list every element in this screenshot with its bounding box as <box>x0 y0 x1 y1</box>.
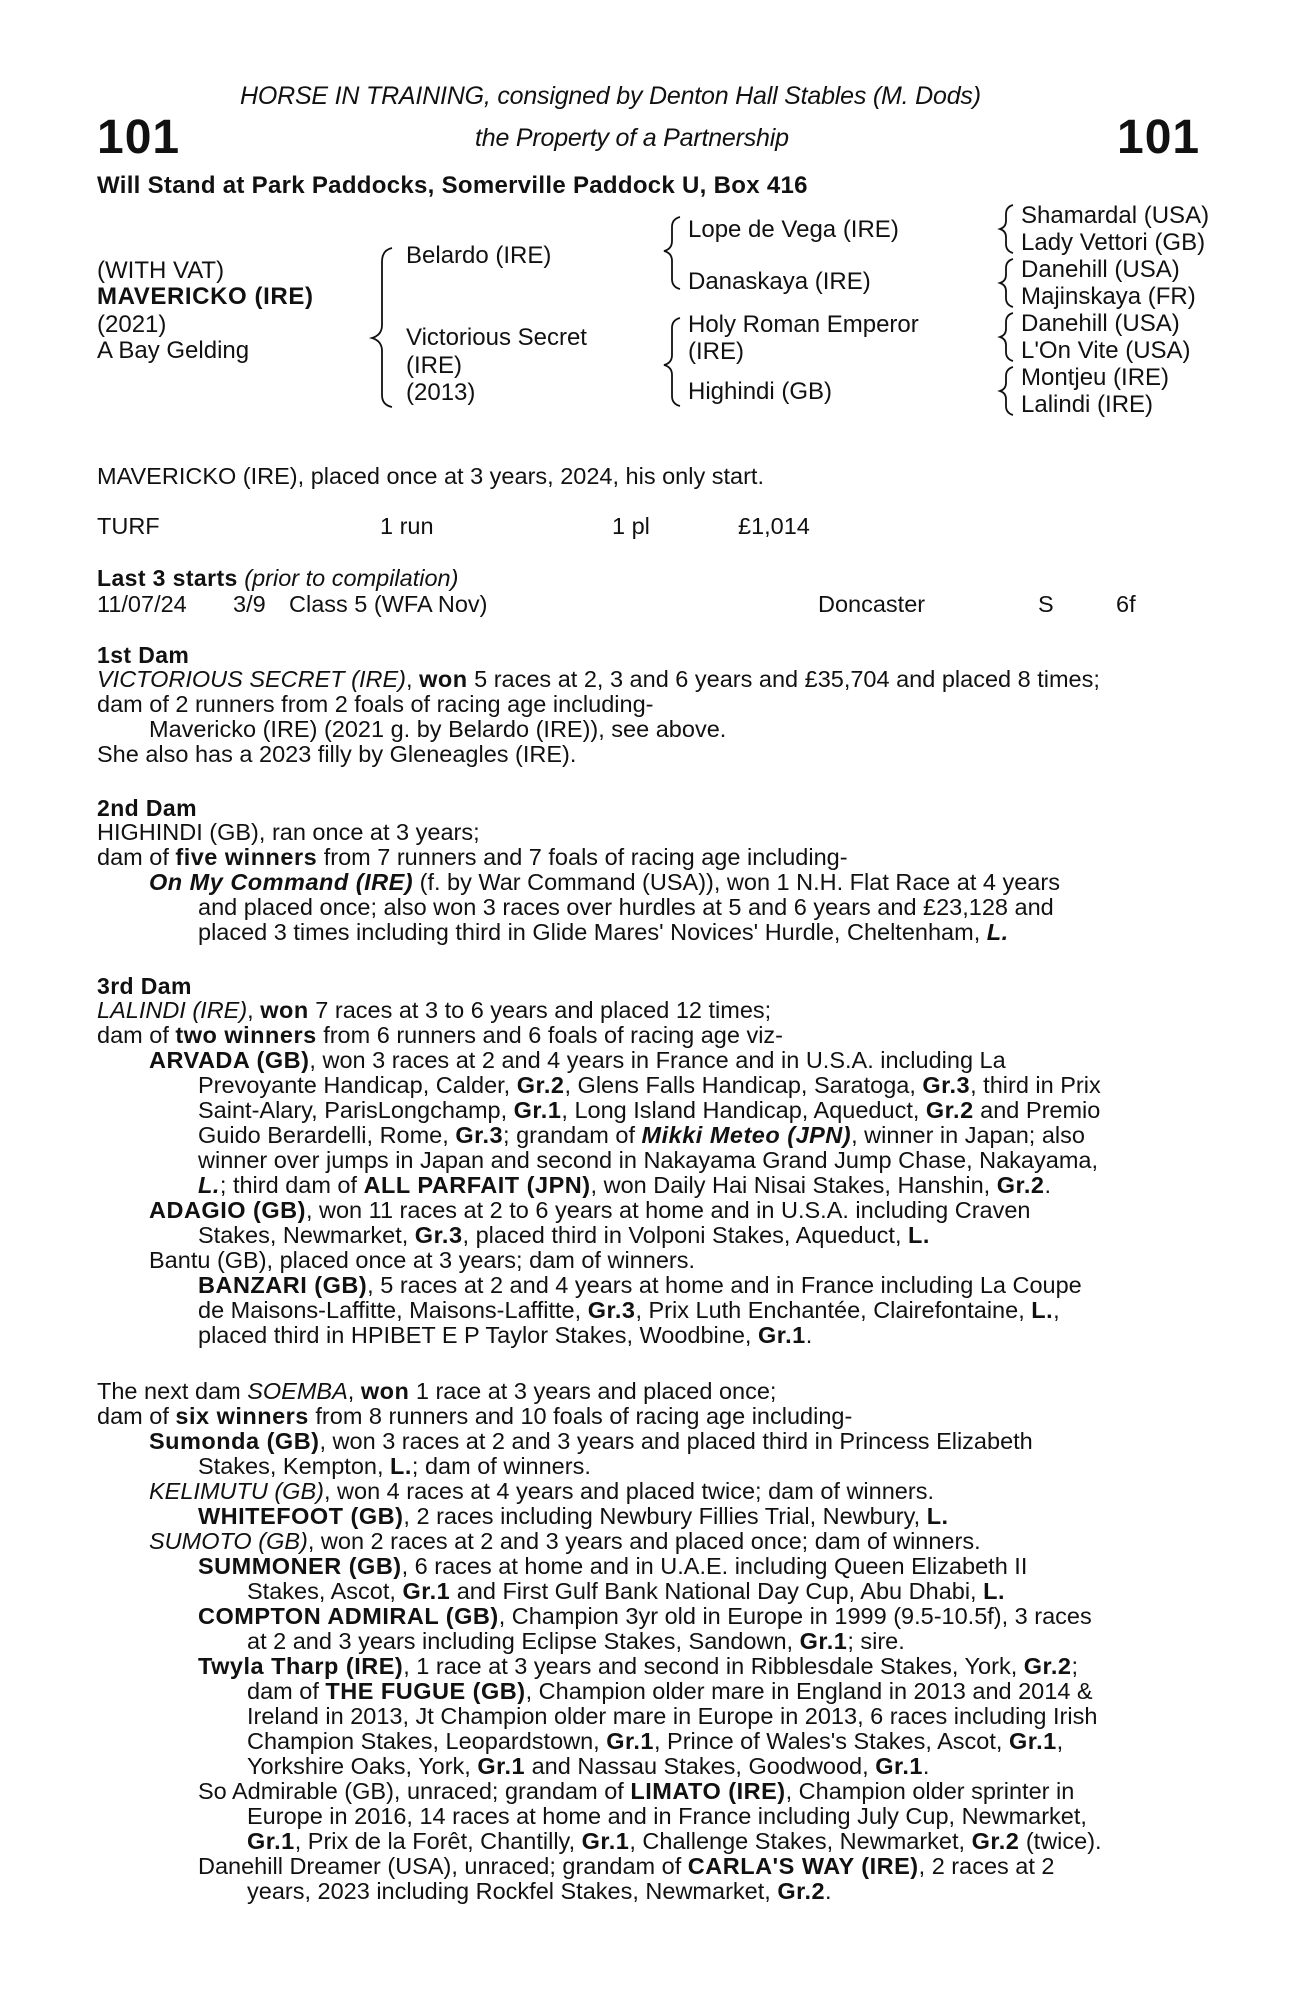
arvada-line1 <box>149 1048 1204 1073</box>
adagio-line2 <box>198 1223 1204 1248</box>
grade: Gr.3 <box>587 1297 636 1323</box>
danehill-continuation <box>97 1879 1204 1904</box>
t: Champion Stakes, Leopardstown, <box>247 1728 607 1754</box>
t: , <box>1056 1728 1064 1754</box>
on-my-command-entry <box>97 870 1204 895</box>
start-date: 11/07/24 <box>97 591 187 617</box>
t: Saint-Alary, ParisLongchamp, <box>198 1097 514 1123</box>
last-starts-heading <box>97 566 458 591</box>
t: , winner in Japan; also <box>851 1122 1085 1148</box>
t: dam of <box>97 1403 176 1429</box>
t: , placed third in Volponi Stakes, Aqueduct, <box>462 1222 909 1248</box>
sire-dam: Danaskaya (IRE) <box>688 268 871 295</box>
t: , <box>347 1378 361 1404</box>
danehill-line2 <box>247 1879 1204 1904</box>
compton-name: COMPTON ADMIRAL (GB) <box>198 1603 499 1629</box>
second-dam-line2 <box>97 845 1204 870</box>
bracket-g1 <box>1000 205 1013 253</box>
compton-continuation <box>97 1629 1204 1654</box>
omc-line1 <box>149 870 1204 895</box>
listed: L. <box>908 1222 930 1248</box>
third-dam-body <box>97 998 1204 1348</box>
arvada-line4 <box>198 1123 1204 1148</box>
whitefoot-entry <box>97 1504 1204 1529</box>
dam-line3: (2013) <box>406 379 476 406</box>
t: from 8 runners and 10 foals of racing age including- <box>308 1403 853 1429</box>
first-dam-record: 5 races at 2, 3 and 6 years and £35,704 and placed 8 times; <box>467 666 1100 692</box>
grade: Gr.2 <box>1023 1653 1072 1679</box>
ggp-8: Lalindi (IRE) <box>1021 391 1154 418</box>
ggp-5: Danehill (USA) <box>1021 310 1180 337</box>
compton-line1 <box>198 1604 1204 1629</box>
next-dam-line2 <box>97 1404 1204 1429</box>
ggp-2: Lady Vettori (GB) <box>1021 229 1206 256</box>
banzari-name: BANZARI (GB) <box>198 1272 368 1298</box>
summoner-line2 <box>247 1579 1204 1604</box>
lot-number-left: 101 <box>97 111 181 164</box>
first-dam-line4: She also has a 2023 filly by Gleneagles (IRE). <box>97 741 577 767</box>
t: , Prix de la Forêt, Chantilly, <box>294 1828 582 1854</box>
grade: Gr.2 <box>516 1072 565 1098</box>
t: Stakes, Newmarket, <box>198 1222 415 1248</box>
t: and First Gulf Bank National Day Cup, Abu Dhabi, <box>450 1578 984 1604</box>
sumonda-continuation <box>97 1454 1204 1479</box>
start-position: 3/9 <box>233 591 266 617</box>
next-dam-body <box>97 1379 1204 1904</box>
banzari-line3 <box>198 1323 1204 1348</box>
the-fugue: THE FUGUE (GB) <box>325 1678 526 1704</box>
twyla-continuation <box>97 1679 1204 1779</box>
t: , third in Prix <box>970 1072 1101 1098</box>
third-dam-name: LALINDI (IRE) <box>97 997 248 1023</box>
t: . <box>922 1753 930 1779</box>
sire-sire: Lope de Vega (IRE) <box>688 216 899 243</box>
kelimutu-name: KELIMUTU (GB) <box>149 1478 324 1504</box>
t: placed third in HPIBET E P Taylor Stakes, Woodbine, <box>198 1322 758 1348</box>
carlas-way: CARLA'S WAY (IRE) <box>687 1853 919 1879</box>
t: . <box>825 1878 832 1904</box>
mikki-meteo: Mikki Meteo (JPN) <box>641 1122 852 1148</box>
t: de Maisons-Laffitte, Maisons-Laffitte, <box>198 1297 588 1323</box>
start-course: Doncaster <box>818 591 926 617</box>
sire: Belardo (IRE) <box>406 242 552 269</box>
first-dam-heading: 1st Dam <box>97 642 190 668</box>
second-dam-text-b: from 7 runners and 7 foals of racing age including- <box>317 844 848 870</box>
t: Danehill Dreamer (USA), unraced; grandam of <box>198 1853 688 1879</box>
t: Guido Berardelli, Rome, <box>198 1122 456 1148</box>
adagio-entry <box>97 1198 1204 1223</box>
t: , 5 races at 2 and 4 years at home and in France including La Coupe <box>367 1272 1082 1298</box>
summoner-line1 <box>198 1554 1204 1579</box>
sumonda-entry <box>97 1429 1204 1454</box>
listed: L. <box>983 1578 1006 1604</box>
t: , 2 races at 2 <box>918 1853 1055 1879</box>
so-admirable-line2: Europe in 2016, 14 races at home and in France including July Cup, Newmarket, <box>247 1803 1087 1829</box>
omc-text1: (f. by War Command (USA)), won 1 N.H. Flat Race at 4 years <box>413 869 1060 895</box>
twyla-line4 <box>247 1729 1204 1754</box>
arvada-line6 <box>198 1173 1204 1198</box>
banzari-entry <box>97 1273 1204 1348</box>
record-earnings: £1,014 <box>738 513 810 539</box>
next-dam-line1 <box>97 1379 1204 1404</box>
horse-description: A Bay Gelding <box>97 337 250 364</box>
start-going: S <box>1038 591 1054 617</box>
danehill-dreamer-entry <box>97 1854 1204 1879</box>
arvada-name: ARVADA (GB) <box>149 1047 310 1073</box>
t: ; third dam of <box>219 1172 364 1198</box>
horse-name: MAVERICKO (IRE) <box>97 283 314 310</box>
bracket-g2 <box>1000 259 1013 307</box>
sumoto-entry <box>97 1529 1204 1554</box>
compton-entry <box>97 1604 1204 1629</box>
grade: Gr.1 <box>581 1828 630 1854</box>
grade: Gr.2 <box>971 1828 1020 1854</box>
t: Stakes, Ascot, <box>247 1578 403 1604</box>
t: Yorkshire Oaks, York, <box>247 1753 478 1779</box>
t: , won 3 races at 2 and 3 years and placed third in Princess Elizabeth <box>319 1428 1033 1454</box>
arvada-entry <box>97 1048 1204 1073</box>
arvada-continuation <box>97 1073 1204 1198</box>
grade: Gr.1 <box>402 1578 451 1604</box>
t: , 2 races including Newbury Fillies Trial, Newbury, <box>403 1503 927 1529</box>
t: ; grandam of <box>503 1122 642 1148</box>
t: , Long Island Handicap, Aqueduct, <box>561 1097 926 1123</box>
bracket-g4 <box>1000 367 1013 415</box>
arvada-line5: winner over jumps in Japan and second in Nakayama Grand Jump Chase, Nakayama, <box>198 1147 1098 1173</box>
kelimutu-entry <box>97 1479 1204 1504</box>
twyla-line3: Ireland in 2013, Jt Champion older mare in Europe in 2013, 6 races including Irish <box>247 1703 1098 1729</box>
bracket-dam <box>664 318 680 406</box>
start-class: Class 5 (WFA Nov) <box>289 591 488 617</box>
grade: Gr.2 <box>925 1097 974 1123</box>
t: , Challenge Stakes, Newmarket, <box>629 1828 972 1854</box>
first-dam-won: won <box>419 666 468 692</box>
t: , Champion 3yr old in Europe in 1999 (9.5-10.5f), 3 races <box>498 1603 1092 1629</box>
next-dam-winners: six winners <box>175 1403 309 1429</box>
arvada-line2 <box>198 1073 1204 1098</box>
t: at 2 and 3 years including Eclipse Stakes, Sandown, <box>247 1628 800 1654</box>
next-dam-name: SOEMBA <box>247 1378 348 1404</box>
t: , Champion older sprinter in <box>785 1778 1075 1804</box>
t: ; sire. <box>847 1628 905 1654</box>
bracket-g3 <box>1000 313 1013 361</box>
t: (twice). <box>1019 1828 1102 1854</box>
first-dam-line2: dam of 2 runners from 2 foals of racing age including- <box>97 691 654 717</box>
record-placed: 1 pl <box>612 513 650 539</box>
grade: Gr.1 <box>799 1628 848 1654</box>
first-dam-name: VICTORIOUS SECRET (IRE) <box>97 666 407 692</box>
twyla-name: Twyla Tharp (IRE) <box>198 1653 404 1679</box>
arvada-text1: , won 3 races at 2 and 4 years in France and in U.S.A. including La <box>309 1047 1006 1073</box>
t: , won Daily Hai Nisai Stakes, Hanshin, <box>590 1172 997 1198</box>
danehill-line1 <box>198 1854 1204 1879</box>
t: and Nassau Stakes, Goodwood, <box>525 1753 876 1779</box>
t: dam of <box>247 1678 326 1704</box>
omc-listed: L. <box>986 919 1009 945</box>
t: , won 2 races at 2 and 3 years and placed once; dam of winners. <box>307 1528 981 1554</box>
so-admirable-entry <box>97 1779 1204 1804</box>
property-line: the Property of a Partnership <box>475 124 789 152</box>
dam-line2: (IRE) <box>406 352 462 379</box>
second-dam-heading: 2nd Dam <box>97 795 197 821</box>
sumonda-name: Sumonda (GB) <box>149 1428 320 1454</box>
twyla-entry <box>97 1654 1204 1679</box>
ggp-3: Danehill (USA) <box>1021 256 1180 283</box>
t: . <box>1044 1172 1052 1198</box>
dam-dam: Highindi (GB) <box>688 378 833 405</box>
omc-line2: and placed once; also won 3 races over hurdles at 5 and 6 years and £23,128 and <box>198 894 1054 920</box>
omc-text3: placed 3 times including third in Glide Mares' Novices' Hurdle, Cheltenham, <box>198 919 987 945</box>
record-runs: 1 run <box>380 513 434 539</box>
vat-label: (WITH VAT) <box>97 257 225 284</box>
record-surface: TURF <box>97 513 160 539</box>
next-dam-won: won <box>360 1378 410 1404</box>
t: years, 2023 including Rockfel Stakes, Newmarket, <box>247 1878 778 1904</box>
grade: Gr.3 <box>922 1072 971 1098</box>
t: , Prix Luth Enchantée, Clairefontaine, <box>635 1297 1032 1323</box>
third-dam-line1: LALINDI (IRE), won 7 races at 3 to 6 years and placed 12 times; <box>97 997 772 1023</box>
last-starts-note: (prior to compilation) <box>244 565 459 591</box>
start-distance: 6f <box>1116 591 1136 617</box>
t: , Glens Falls Handicap, Saratoga, <box>564 1072 923 1098</box>
grade: Gr.1 <box>477 1753 526 1779</box>
t: . <box>805 1322 813 1348</box>
third-dam-text-b: from 6 runners and 6 foals of racing age viz- <box>316 1022 783 1048</box>
listed: L. <box>390 1453 412 1479</box>
dam-sire-line1: Holy Roman Emperor <box>688 311 919 338</box>
last-starts-title: Last 3 starts <box>97 565 238 591</box>
second-dam-winners: five winners <box>175 844 318 870</box>
t: Stakes, Kempton, <box>198 1453 391 1479</box>
all-parfait: ALL PARFAIT (JPN) <box>363 1172 591 1198</box>
twyla-line1 <box>198 1654 1204 1679</box>
compton-line2 <box>247 1629 1204 1654</box>
third-dam-line2 <box>97 1023 1204 1048</box>
third-dam-winners: two winners <box>175 1022 317 1048</box>
third-dam-record: 7 races at 3 to 6 years and placed 12 times; <box>308 997 772 1023</box>
race-summary: MAVERICKO (IRE), placed once at 3 years, 2024, his only start. <box>97 463 764 489</box>
second-dam-body <box>97 820 1204 945</box>
t: and Premio <box>973 1097 1101 1123</box>
t: , won 4 races at 4 years and placed twice; dam of winners. <box>323 1478 934 1504</box>
grade: Gr.1 <box>875 1753 923 1779</box>
arvada-line3 <box>198 1098 1204 1123</box>
grade: Gr.2 <box>777 1878 826 1904</box>
grade: Gr.1 <box>606 1728 654 1754</box>
horse-year: (2021) <box>97 311 167 338</box>
adagio-name: ADAGIO (GB) <box>149 1197 306 1223</box>
limato: LIMATO (IRE) <box>630 1778 786 1804</box>
omc-continuation <box>97 895 1204 945</box>
summoner-name: SUMMONER (GB) <box>198 1553 402 1579</box>
grade: Gr.3 <box>414 1222 463 1248</box>
t: , 1 race at 3 years and second in Ribblesdale Stakes, York, <box>403 1653 1024 1679</box>
listed: L. <box>926 1503 949 1529</box>
sumonda-line1 <box>149 1429 1204 1454</box>
adagio-line1 <box>149 1198 1204 1223</box>
t: 1 race at 3 years and placed once; <box>409 1378 777 1404</box>
ggp-6: L'On Vite (USA) <box>1021 337 1191 364</box>
bracket-sire <box>664 217 680 289</box>
sumonda-line2 <box>198 1454 1204 1479</box>
bantu-entry: Bantu (GB), placed once at 3 years; dam of winners. <box>149 1247 695 1273</box>
adagio-continuation <box>97 1223 1204 1248</box>
first-dam-line1: VICTORIOUS SECRET (IRE), won 5 races at 2, 3 and 6 years and £35,704 and placed 8 times; <box>97 666 1100 692</box>
third-dam-heading: 3rd Dam <box>97 973 192 999</box>
t: , <box>1053 1297 1060 1323</box>
grade: Gr.2 <box>996 1172 1045 1198</box>
second-dam-line1: HIGHINDI (GB), ran once at 3 years; <box>97 819 480 845</box>
twyla-line2 <box>247 1679 1204 1704</box>
t: , Champion older mare in England in 2013 and 2014 & <box>525 1678 1093 1704</box>
lot-number-right: 101 <box>1117 111 1201 164</box>
grade: Gr.1 <box>757 1322 806 1348</box>
second-dam-text: dam of <box>97 844 176 870</box>
ggp-7: Montjeu (IRE) <box>1021 364 1170 391</box>
listed: L. <box>198 1172 220 1198</box>
banzari-line2 <box>198 1298 1204 1323</box>
first-dam-line3: Mavericko (IRE) (2021 g. by Belardo (IRE)), see above. <box>149 716 727 742</box>
grade: Gr.3 <box>455 1122 504 1148</box>
omc-line3 <box>198 920 1204 945</box>
grade: Gr.1 <box>1008 1728 1057 1754</box>
consignment-line: HORSE IN TRAINING, consigned by Denton Hall Stables (M. Dods) <box>240 82 981 110</box>
third-dam-won: won <box>260 997 309 1023</box>
ggp-4: Majinskaya (FR) <box>1021 283 1196 310</box>
summoner-entry <box>97 1554 1204 1579</box>
t: Prevoyante Handicap, Calder, <box>198 1072 517 1098</box>
ggp-1: Shamardal (USA) <box>1021 202 1210 229</box>
sumoto-name: SUMOTO (GB) <box>149 1528 308 1554</box>
t: , 6 races at home and in U.A.E. including Queen Elizabeth II <box>401 1553 1028 1579</box>
third-dam-text: dam of <box>97 1022 176 1048</box>
stand-location: Will Stand at Park Paddocks, Somerville Paddock U, Box 416 <box>97 172 808 199</box>
t: So Admirable (GB), unraced; grandam of <box>198 1778 631 1804</box>
banzari-line1 <box>198 1273 1204 1298</box>
grade: Gr.1 <box>513 1097 562 1123</box>
t: The next dam <box>97 1378 248 1404</box>
twyla-line5 <box>247 1754 1204 1779</box>
t: ; <box>1071 1653 1079 1679</box>
t: , Prince of Wales's Stakes, Ascot, <box>653 1728 1009 1754</box>
so-admirable-continuation <box>97 1804 1204 1854</box>
so-admirable-line1 <box>198 1779 1204 1804</box>
summoner-continuation <box>97 1579 1204 1604</box>
dam-sire-line2: (IRE) <box>688 338 744 365</box>
so-admirable-line3 <box>247 1829 1204 1854</box>
dam-line1: Victorious Secret <box>406 324 587 351</box>
t: ; dam of winners. <box>411 1453 591 1479</box>
first-dam-body <box>97 667 1204 767</box>
listed: L. <box>1031 1297 1054 1323</box>
whitefoot-name: WHITEFOOT (GB) <box>198 1503 404 1529</box>
bracket-main <box>372 248 392 407</box>
grade: Gr.1 <box>247 1828 295 1854</box>
t: , won 11 races at 2 to 6 years at home and in U.S.A. including Craven <box>305 1197 1031 1223</box>
omc-name: On My Command (IRE) <box>149 869 414 895</box>
